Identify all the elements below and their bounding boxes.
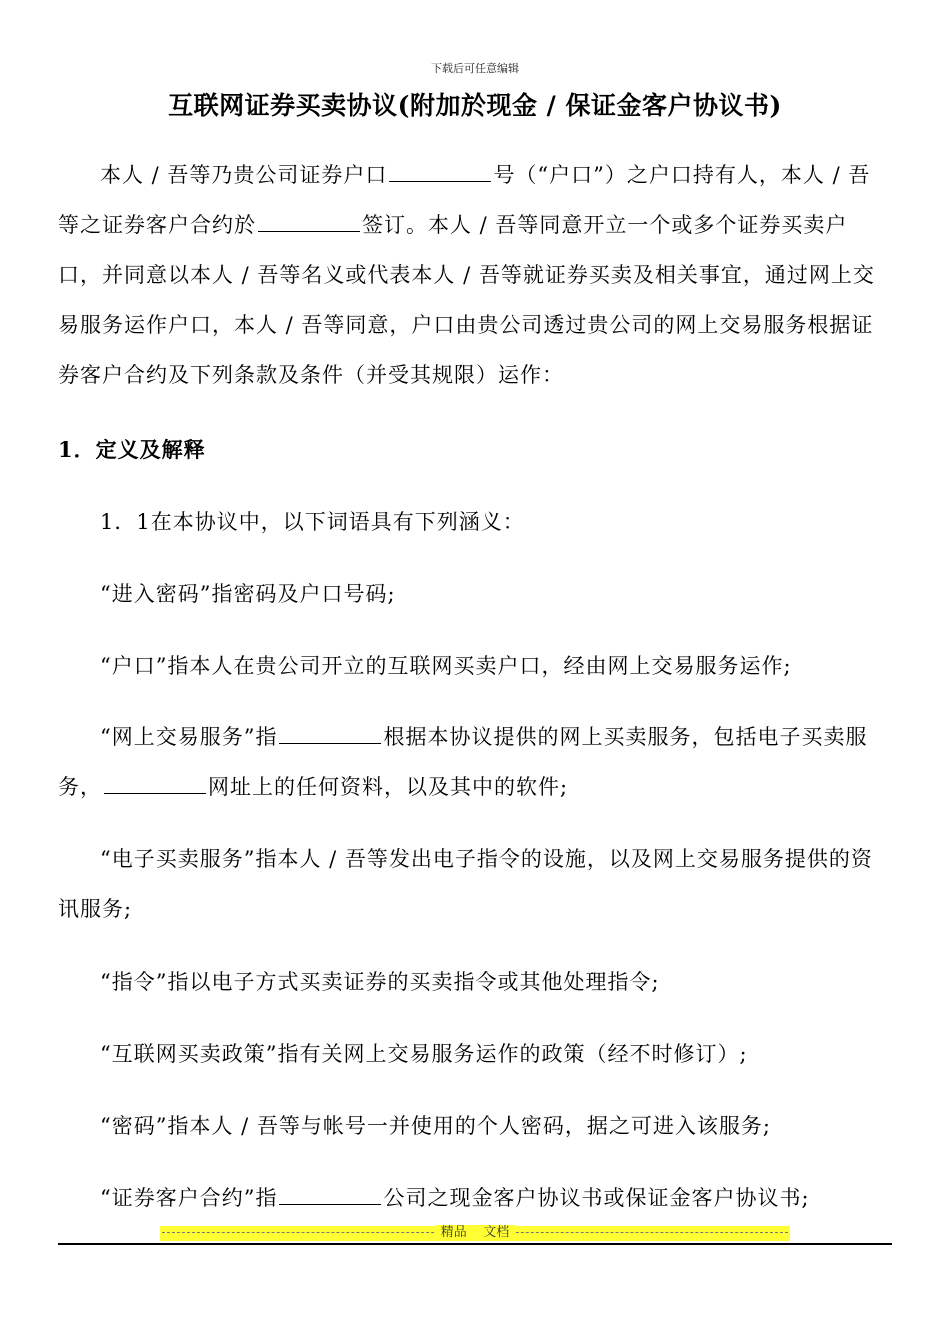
def-contract-text-1: “证券客户合约”指 (100, 1186, 278, 1210)
definition-policy: “互联网买卖政策”指有关网上交易服务运作的政策（经不时修订）; (100, 1042, 748, 1066)
definition-account: “户口”指本人在贵公司开立的互联网买卖户口，经由网上交易服务运作; (100, 654, 792, 678)
section-heading: 1．定义及解释 (58, 437, 206, 462)
definition-securities-contract (100, 1182, 940, 1212)
clause-1-1: 1．1在本协议中，以下词语具有下列涵义： (100, 510, 525, 534)
definition-electronic-service: “电子买卖服务”指本人 / 吾等发出电子指令的设施，以及网上交易服务提供的资讯服务; (58, 847, 873, 921)
footer-label: 精品 文档 (435, 1225, 516, 1240)
document-title: 互联网证券买卖协议(附加於现金 / 保证金客户协议书) (168, 91, 782, 120)
footer-rule (58, 1243, 892, 1245)
contract-date-blank (258, 211, 360, 232)
definition-password: “密码”指本人 / 吾等与帐号一并使用的个人密码，据之可进入该服务; (100, 1114, 771, 1138)
provider-blank (279, 723, 381, 744)
definition-instruction: “指令”指以电子方式买卖证券的买卖指令或其他处理指令; (100, 970, 660, 994)
def-online-text-2: 根据本协议提供的网上买卖服务，包括电子买卖服务， (58, 725, 868, 799)
definition-access-code: “进入密码”指密码及户口号码; (100, 582, 396, 606)
intro-text-2: 号（“户口”）之户口持有人，本人 / 吾等之证券客户合约於 (58, 163, 871, 237)
account-number-blank (389, 161, 491, 182)
company-blank (279, 1184, 381, 1205)
definition-online-service (58, 712, 890, 812)
def-online-text-3: 网址上的任何资料，以及其中的软件; (208, 775, 569, 799)
footer-label-wrap (0, 1225, 950, 1241)
intro-paragraph (58, 150, 890, 400)
top-note: 下载后可任意编辑 (431, 62, 519, 75)
def-online-text-1: “网上交易服务”指 (100, 725, 278, 749)
def-contract-text-2: 公司之现金客户协议书或保证金客户协议书; (383, 1186, 810, 1210)
website-blank (104, 773, 206, 794)
intro-text-1: 本人 / 吾等乃贵公司证券户口 (100, 163, 388, 187)
intro-text-3: 签订。本人 / 吾等同意开立一个或多个证券买卖户口，并同意以本人 / 吾等名义或代表本人 / 吾等就证券买卖及相关事宜，通过网上交易服务运作户口，本人 / 吾等同意，户口由贵公司透过贵公司的网上交易服务根据证券客户合约及下列条款及条件（并受其规限）运作： (58, 213, 875, 387)
